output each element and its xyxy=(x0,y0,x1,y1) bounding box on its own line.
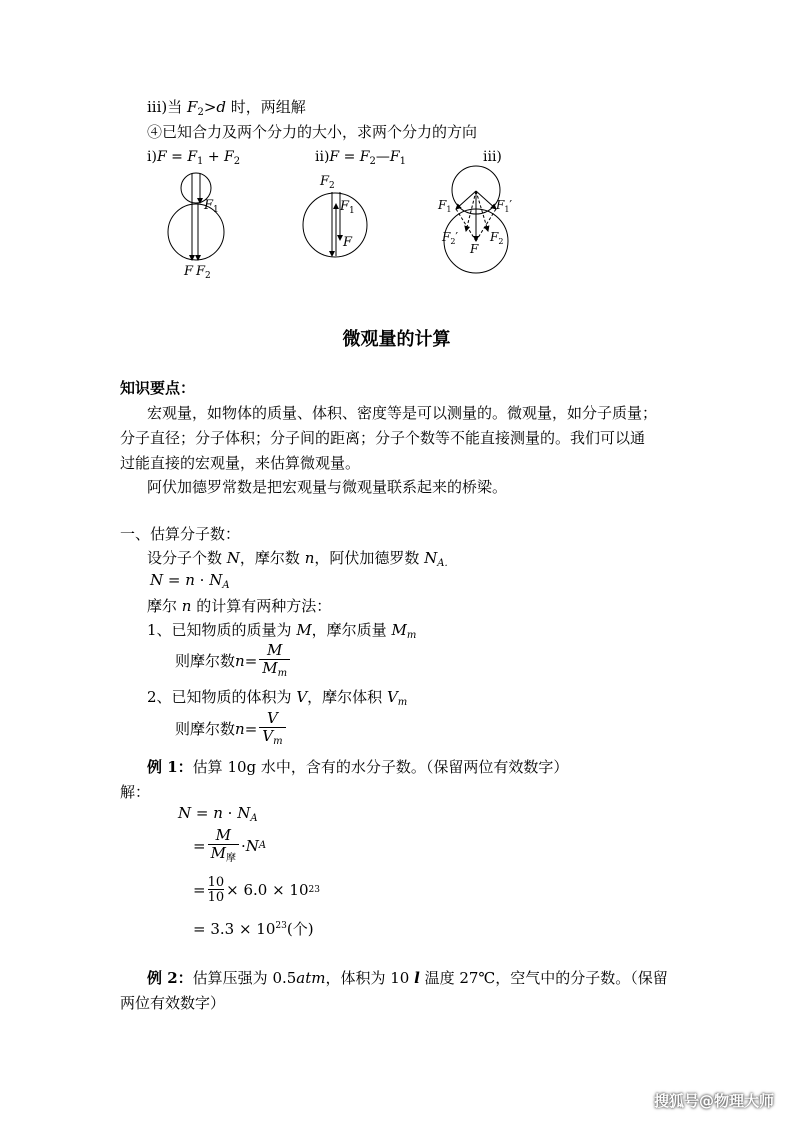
paragraph-3: 过能直接的宏观量，来估算微观量。 xyxy=(120,454,361,472)
watermark: 搜狐号@物理大师 xyxy=(654,1092,775,1110)
example-1-line: 例 1：估算 10g 水中，含有的水分子数。（保留两位有效数字） xyxy=(147,758,569,776)
method-2-line: 2、已知物质的体积为 V，摩尔体积 $V_m$ xyxy=(147,688,408,708)
knowledge-heading: 知识要点： xyxy=(120,379,196,397)
case-i-label: $i)F = F_1 + F_2$ xyxy=(147,149,241,167)
paragraph-1: 宏观量，如物体的质量、体积、密度等是可以测量的。微观量，如分子质量； xyxy=(147,404,658,422)
force-diagram-difference xyxy=(298,170,378,275)
force-diagram-sum xyxy=(160,165,240,285)
label-F1: $F_1$ xyxy=(340,199,355,216)
item-4-line: ④已知合力及两个分力的大小，求两个分力的方向 xyxy=(147,123,478,141)
methods-line: 摩尔 n 的计算有两种方法： xyxy=(147,597,332,615)
label-F1: $F_1$ xyxy=(204,198,219,215)
circle xyxy=(303,193,367,257)
label-F: F xyxy=(184,264,194,279)
label-F1-prime: $F_1'$ xyxy=(496,198,513,214)
solution-label: 解： xyxy=(120,783,151,801)
label-F2-prime: $F_2'$ xyxy=(442,230,459,246)
label-F2: $F_2$ xyxy=(320,174,335,191)
case-ii-label: $ii)F = F_2—F_1$ xyxy=(315,149,406,167)
case-iii-line: iii)当 $F_2>d$ 时，两组解 xyxy=(147,98,306,118)
label-F: F xyxy=(343,235,353,250)
label-F2: $F_2$ xyxy=(196,264,211,281)
example-2-line-2: 两位有效数字） xyxy=(120,994,226,1012)
method-1-formula: 则摩尔数 n = $\frac{M}{M_m}$ xyxy=(175,643,292,679)
force-diagram-direction xyxy=(430,163,520,278)
arrow-F1-prime xyxy=(476,191,496,209)
label-F2: $F_2$ xyxy=(490,230,504,246)
section-1-heading: 一、估算分子数： xyxy=(120,525,241,543)
paragraph-4: 阿伏加德罗常数是把宏观量与微观量联系起来的桥梁。 xyxy=(147,478,508,496)
solution-step-3: = $\frac{10}{10}$ × 6.0 × 10 23 xyxy=(193,875,320,905)
solution-step-2: = $\frac{M}{M_摩}$ · N A xyxy=(193,826,267,864)
method-2-formula: 则摩尔数 n = $\frac{V}{V_m}$ xyxy=(175,711,288,747)
page-title: 微观量的计算 xyxy=(342,329,451,350)
method-1-line: 1、已知物质的质量为 M，摩尔质量 $M_m$ xyxy=(147,621,417,641)
case-iii-label: iii) xyxy=(483,149,502,165)
solution-step-1: $N = n \cdot N_A$ xyxy=(178,804,258,824)
label-F1: $F_1$ xyxy=(438,198,452,214)
paragraph-2: 分子直径；分子体积；分子间的距离；分子个数等不能直接测量的。我们可以通 xyxy=(120,429,646,447)
formula-N: $N = n \cdot N_A$ xyxy=(150,571,230,591)
label-F: F xyxy=(470,242,479,256)
dashed-F2-prime xyxy=(466,191,476,231)
solution-step-4: = $3.3 \times 10^{23}$(个) xyxy=(193,920,314,938)
arrow-F1 xyxy=(456,191,476,209)
example-2-line-1: 例 2：估算压强为 0.5atm，体积为 10 l 温度 27℃，空气中的分子数。（保留 xyxy=(147,969,668,987)
setup-line: 设分子个数 N，摩尔数 n，阿伏加德罗数 $N_{A.}$ xyxy=(147,549,448,569)
